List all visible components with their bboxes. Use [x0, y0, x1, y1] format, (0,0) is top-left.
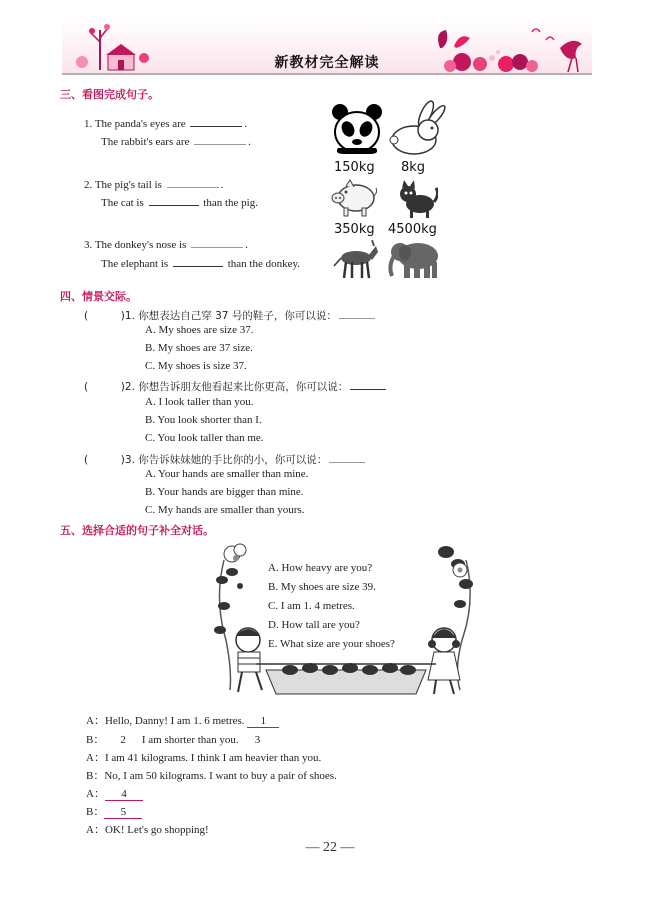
speaker: A：: [86, 788, 105, 800]
section-5-title: 五、选择合适的句子补全对话。: [60, 524, 214, 537]
answer-slot[interactable]: 3: [254, 734, 261, 746]
dialogue-line-3: A：I am 41 kilograms. I think I am heavier than you.: [86, 752, 322, 764]
answer-blank[interactable]: [350, 378, 386, 390]
question-prompt: 你告诉妹妹她的手比你的小，你可以说：: [138, 454, 328, 466]
answer-blank[interactable]: [190, 115, 242, 127]
dialogue-line-4: B：No, I am 50 kilograms. I want to buy a pair of shoes.: [86, 770, 337, 782]
option: C. My shoes is size 37.: [145, 360, 247, 372]
dialogue-line-1: A：Hello, Danny! I am 1. 6 metres. 1: [86, 712, 279, 728]
speaker: B：: [86, 734, 105, 746]
question-prompt: 你想表达自己穿 37 号的鞋子，你可以说：: [138, 310, 337, 322]
header-banner: [62, 18, 592, 80]
dialogue-line-7: A：OK! Let's go shopping!: [86, 824, 209, 836]
option: A. I look taller than you.: [145, 396, 254, 408]
girl-figure: [428, 628, 460, 694]
dialogue-line-5: [86, 785, 143, 801]
q3-1-line2: The rabbit's ears are .: [101, 133, 251, 148]
question-4-3: ( )3. 你告诉妹妹她的手比你的小，你可以说：: [84, 451, 367, 467]
q3-2-line1: 2. The pig's tail is .: [84, 176, 223, 191]
question-4-2: ( )2. 你想告诉朋友他看起来比你更高，你可以说：: [84, 378, 388, 394]
choice-b: B. My shoes are size 39.: [268, 581, 376, 593]
choice-d: D. How tall are you?: [268, 619, 360, 631]
cat-image: [398, 180, 438, 220]
question-4-1: ( )1. 你想表达自己穿 37 号的鞋子，你可以说：: [84, 307, 377, 323]
speaker: B：: [86, 806, 105, 818]
q3-1-text1: The panda's eyes are: [94, 118, 186, 130]
dialogue-line-2: B： 2 I am shorter than you. 3: [86, 731, 273, 747]
section-4-title: 四、情景交际。: [60, 290, 137, 303]
q3-3-line1: 3. The donkey's nose is .: [84, 236, 248, 251]
answer-blank[interactable]: [167, 176, 219, 188]
answer-blank[interactable]: [191, 236, 243, 248]
choice-e: E. What size are your shoes?: [268, 638, 395, 650]
elephant-image: [388, 238, 442, 280]
page-number: — 22 —: [305, 840, 355, 855]
basket-figure: [256, 663, 436, 694]
option: B. You look shorter than I.: [145, 414, 262, 426]
illustration-frame: [210, 540, 478, 702]
flower-icon: [453, 563, 467, 577]
cat-weight-label: 8kg: [401, 160, 426, 175]
q3-2-text1: The pig's tail is: [94, 179, 162, 191]
option: A. Your hands are smaller than mine.: [145, 468, 309, 480]
elephant-weight-label: 4500kg: [388, 222, 437, 237]
choice-c: C. I am 1. 4 metres.: [268, 600, 355, 612]
dash-left: —: [305, 840, 323, 855]
answer-blank[interactable]: [173, 255, 223, 267]
q3-3-text1: The donkey's nose is: [94, 239, 187, 251]
question-prompt: 你想告诉朋友他看起来比你更高，你可以说：: [138, 381, 349, 393]
rabbit-image: [386, 100, 446, 156]
q3-3-text2-after: than the donkey.: [227, 258, 300, 270]
speaker: A：: [86, 824, 105, 836]
speaker: A：: [86, 715, 105, 727]
boy-figure: [236, 628, 262, 692]
q3-2-line2: [101, 194, 258, 209]
pig-weight-label: 150kg: [334, 160, 375, 175]
donkey-image: [330, 240, 380, 280]
q3-2-text2-after: than the pig.: [203, 197, 258, 209]
donkey-weight-label: 350kg: [334, 222, 375, 237]
dash-right: —: [337, 840, 355, 855]
answer-slot[interactable]: 1: [247, 715, 279, 728]
pig-image: [330, 178, 378, 218]
answer-blank[interactable]: [149, 194, 199, 206]
q3-1-line1: 1. The panda's eyes are .: [84, 115, 247, 130]
panda-image: [330, 102, 384, 154]
dialogue-line-6: [86, 803, 142, 819]
q3-3-line2: [101, 255, 300, 270]
speaker: A：: [86, 752, 105, 764]
answer-blank[interactable]: [194, 133, 246, 145]
answer-blank[interactable]: [339, 307, 375, 319]
speaker: B：: [86, 770, 105, 782]
option: B. My shoes are 37 size.: [145, 342, 253, 354]
answer-blank[interactable]: [329, 451, 365, 463]
section-3-title: 三、看图完成句子。: [60, 88, 159, 101]
q3-1-text2: The rabbit's ears are: [101, 136, 190, 148]
q3-2-text2: The cat is: [101, 197, 144, 209]
option: B. Your hands are bigger than mine.: [145, 486, 304, 498]
answer-slot[interactable]: 5: [104, 806, 142, 819]
q3-3-text2: The elephant is: [101, 258, 169, 270]
answer-slot[interactable]: 2: [120, 734, 126, 746]
option: C. You look taller than me.: [145, 432, 264, 444]
option: A. My shoes are size 37.: [145, 324, 254, 336]
answer-slot[interactable]: 4: [105, 788, 143, 801]
page-title: 新教材完全解读: [274, 55, 380, 71]
choice-a: A. How heavy are you?: [268, 562, 373, 574]
flower-icon: [224, 544, 246, 562]
option: C. My hands are smaller than yours.: [145, 504, 305, 516]
